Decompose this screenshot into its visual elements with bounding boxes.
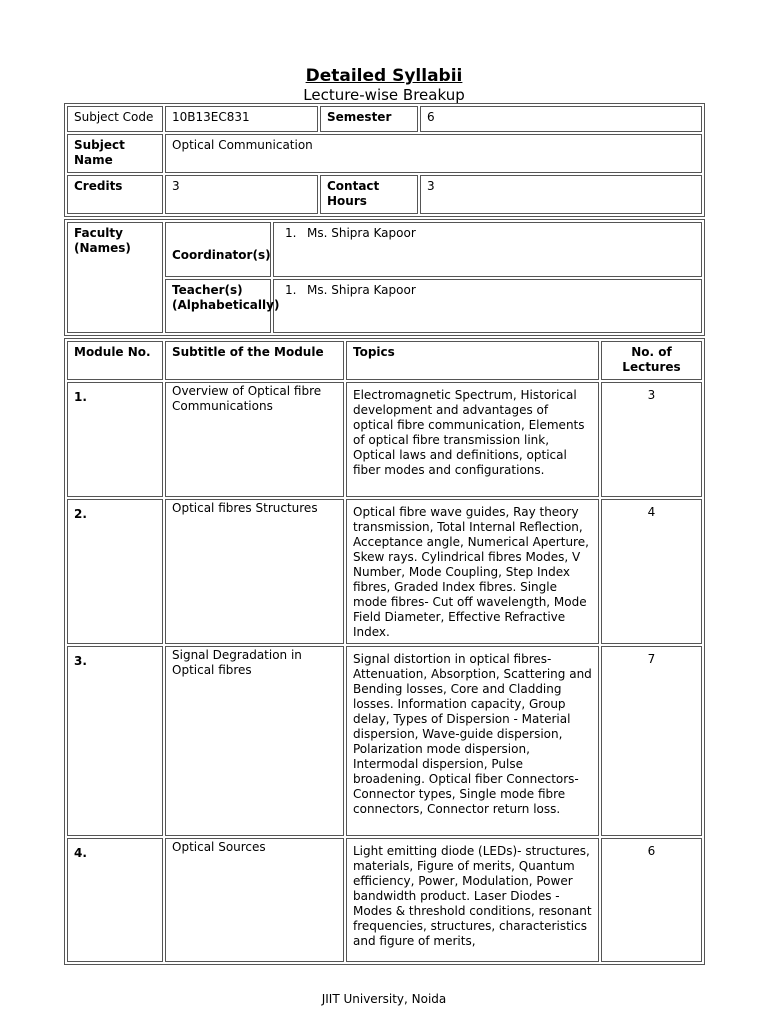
coordinator-row [67,222,702,277]
module-subtitle: Signal Degradation in Optical fibres [165,646,344,836]
subject-info-table [64,103,705,217]
credits-label: Credits [67,175,163,214]
module-lectures: 4 [601,499,702,644]
coordinator-number: 1. [285,226,297,240]
module-number: 3. [67,646,163,836]
module-topics: Light emitting diode (LEDs)- structures, materials, Figure of merits, Quantum efficiency, Power, Modulation, Power bandwidth product. Laser Diodes -Modes & threshold conditions, resonant frequencies, structures, characteristics and figure of merits, [346,838,599,962]
coordinator-name: Ms. Shipra Kapoor [307,226,416,240]
module-topics: Optical fibre wave guides, Ray theory transmission, Total Internal Reflection, Acceptance angle, Numerical Aperture, Skew rays. Cylindrical fibres Modes, V Number, Mode Coupling, Step Index fibres, Graded Index fibres. Single mode fibres- Cut off wavelength, Mode Field Diameter, Effective Refractive Index. [346,499,599,644]
faculty-table [64,219,705,336]
module-number: 2. [67,499,163,644]
module-subtitle: Optical Sources [165,838,344,962]
subject-name-row [67,134,702,173]
page-title: Detailed Syllabii [305,66,463,86]
modules-header-row [67,341,702,380]
teacher-label: Teacher(s) (Alphabetically) [165,279,271,333]
header-module-no: Module No. [67,341,163,380]
contact-hours-value: 3 [420,175,702,214]
subject-code-label: Subject Code [67,106,163,132]
header-topics: Topics [346,341,599,380]
header-lectures: No. of Lectures [601,341,702,380]
subject-code-row [67,106,702,132]
module-lectures: 7 [601,646,702,836]
subject-name-value: Optical Communication [165,134,702,173]
module-topics: Electromagnetic Spectrum, Historical development and advantages of optical fibre communication, Elements of optical fibre transmission link, Optical laws and definitions, optical fiber modes and configurations. [346,382,599,497]
teacher-name: Ms. Shipra Kapoor [307,283,416,297]
module-subtitle: Optical fibres Structures [165,499,344,644]
page-subtitle: Lecture-wise Breakup [303,86,465,104]
coordinator-entry [273,222,702,277]
module-topics: Signal distortion in optical fibres- Attenuation, Absorption, Scattering and Bending losses, Core and Cladding losses. Information capacity, Group delay, Types of Dispersion - Material dispersion, Wave-guide dispersion, Polarization mode dispersion, Intermodal dispersion, Pulse broadening. Optical fiber Connectors- Connector types, Single mode fibre connectors, Connector return loss. [346,646,599,836]
module-subtitle: Overview of Optical fibre Communications [165,382,344,497]
contact-hours-label: Contact Hours [320,175,418,214]
module-number: 1. [67,382,163,497]
credits-value: 3 [165,175,318,214]
teacher-number: 1. [285,283,297,297]
credits-row [67,175,702,214]
module-number: 4. [67,838,163,962]
module-row [67,382,702,497]
coordinator-label: Coordinator(s) [165,222,271,277]
semester-value: 6 [420,106,702,132]
module-row [67,838,702,962]
subject-name-label: Subject Name [67,134,163,173]
header-subtitle: Subtitle of the Module [165,341,344,380]
module-lectures: 3 [601,382,702,497]
module-row [67,646,702,836]
module-lectures: 6 [601,838,702,962]
faculty-label: Faculty (Names) [67,222,163,333]
modules-table [64,338,705,965]
semester-label: Semester [320,106,418,132]
teacher-entry [273,279,702,333]
subject-code-value: 10B13EC831 [165,106,318,132]
page-footer: JIIT University, Noida [321,992,447,1006]
module-row [67,499,702,644]
